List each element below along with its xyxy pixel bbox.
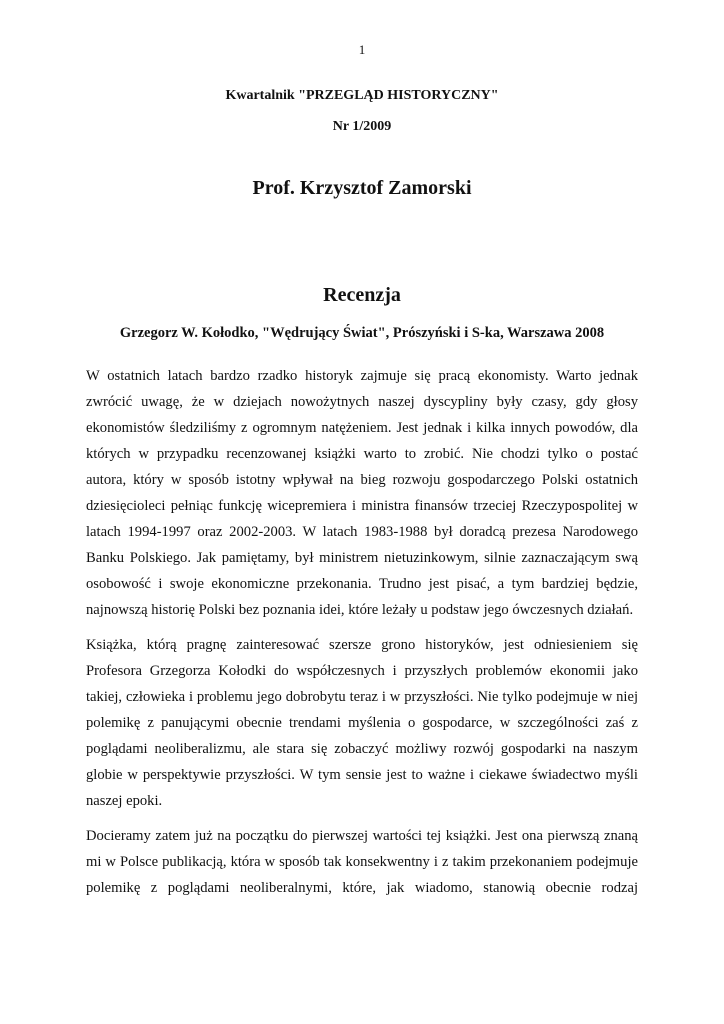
text-line: Profesora Grzegorza Kołodki do współczesnych i przyszłych problemów ekonomii jako: [86, 663, 638, 679]
text-line: których w przypadku recenzowanej książki warto to zrobić. Nie chodzi tylko o postać: [86, 446, 638, 462]
text-line: zwrócić uwagę, że w dziejach nowożytnych naszej dyscypliny były czasy, gdy głosy: [86, 394, 638, 410]
text-line: ekonomistów śledziliśmy z ogromnym natężeniem. Jest jednak i kilka innych powodów, dla: [86, 420, 638, 436]
text-line: polemikę z panującymi obecnie trendami myślenia o gospodarce, w szczególności zaś z: [86, 715, 638, 731]
issue-number: Nr 1/2009: [332, 119, 392, 134]
text-line: latach 1994-1997 oraz 2002-2003. W latach 1983-1988 był doradcą prezesa Narodowego: [86, 524, 638, 540]
text-line: mi w Polsce publikacją, która w sposób tak konsekwentny i z takim przekonaniem podejmuje: [86, 854, 638, 870]
paragraph-2: [86, 632, 638, 814]
text-line: polemikę z poglądami neoliberalnymi, które, jak wiadomo, stanowią obecnie rodzaj: [86, 880, 638, 896]
body-text: [86, 363, 638, 910]
page-number: 1: [358, 42, 366, 57]
review-author: Prof. Krzysztof Zamorski: [252, 177, 472, 199]
text-line: Banku Polskiego. Jak pamiętamy, był ministrem nietuzinkowym, silnie zaznaczającym swą: [86, 550, 638, 566]
paragraph-1: [86, 363, 638, 623]
book-reference: Grzegorz W. Kołodko, "Wędrujący Świat", Prószyński i S-ka, Warszawa 2008: [119, 325, 605, 341]
text-line: naszej epoki.: [86, 793, 163, 809]
document-title: Recenzja: [323, 284, 401, 306]
text-line: najnowszą historię Polski bez poznania idei, które leżały u podstaw jego ówczesnych działań.: [86, 602, 634, 618]
journal-title: Kwartalnik "PRZEGLĄD HISTORYCZNY": [225, 88, 499, 103]
text-line: takiej, człowieka i problemu jego dobrobytu teraz i w przyszłości. Nie tylko podejmuje w niej: [86, 689, 638, 705]
text-line: Książka, którą pragnę zainteresować szersze grono historyków, jest odniesieniem się: [86, 637, 638, 653]
paragraph-3: [86, 823, 638, 901]
text-line: Docieramy zatem już na początku do pierwszej wartości tej książki. Jest ona pierwszą znaną: [86, 828, 638, 844]
text-line: globie w perspektywie przyszłości. W tym sensie jest to ważne i ciekawe świadectwo myśli: [86, 767, 638, 783]
text-line: autora, który w sposób istotny wpływał na bieg rozwoju gospodarczego Polski ostatnich: [86, 472, 638, 488]
text-line: poglądami neoliberalizmu, ale stara się zobaczyć możliwy rozwój gospodarki na naszym: [86, 741, 638, 757]
text-line: osobowość i swoje ekonomiczne przekonania. Trudno jest pisać, a tym bardziej będzie,: [86, 576, 638, 592]
text-line: dziesięcioleci pełniąc funkcję wicepremiera i ministra finansów trzeciej Rzeczypospolitej w: [86, 498, 638, 514]
text-line: W ostatnich latach bardzo rzadko historyk zajmuje się pracą ekonomisty. Warto jednak: [86, 368, 638, 384]
